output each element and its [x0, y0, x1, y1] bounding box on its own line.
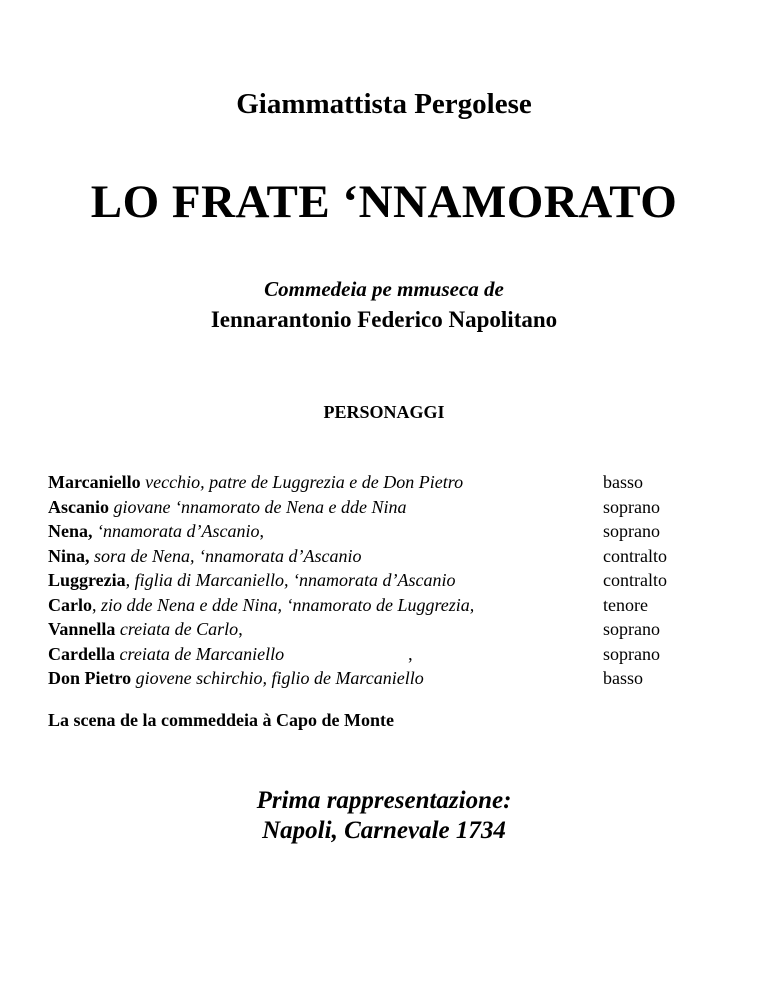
scene-setting: La scena de la commeddeia à Capo de Monte: [48, 710, 394, 730]
character-name: Ascanio: [48, 496, 110, 517]
character-trailing: , ‘nnamorata d’Ascanio: [284, 570, 456, 590]
character-description: giovene schirchio, figlio de Marcaniello: [135, 668, 424, 688]
character-trailing: ,: [408, 643, 413, 664]
character-list: [48, 470, 728, 691]
character-separator: ,: [125, 570, 135, 590]
character-description: sora de Nena, ‘nnamorata d’Ascanio: [94, 545, 362, 566]
character-voice: contralto: [603, 570, 667, 590]
character-description: creiata de Carlo: [119, 619, 239, 639]
character-row: [48, 593, 728, 618]
character-name: Carlo: [48, 594, 92, 615]
character-voice: soprano: [603, 496, 660, 517]
character-voice: contralto: [603, 545, 667, 566]
character-trailing: ,: [259, 521, 264, 541]
character-row: [48, 568, 728, 593]
character-voice: basso: [603, 668, 643, 688]
character-trailing: ,: [238, 619, 243, 639]
character-voice: soprano: [603, 521, 660, 541]
character-description: vecchio, patre de Luggrezia e de Don Pietro: [145, 472, 464, 492]
premiere-date: Napoli, Carnevale 1734: [262, 817, 506, 844]
character-row: [48, 666, 728, 691]
character-name: Nena,: [48, 521, 93, 541]
opera-title: LO FRATE ‘NNAMORATO: [90, 176, 678, 228]
character-name: Cardella: [48, 643, 115, 664]
character-voice: soprano: [603, 643, 660, 664]
character-description: creiata de Marcaniello: [119, 643, 285, 664]
character-name: Marcaniello: [48, 472, 141, 492]
character-name: Luggrezia: [48, 570, 126, 590]
character-description: ‘nnamorata d’Ascanio: [97, 521, 260, 541]
librettist-name: Iennarantonio Federico Napolitano: [210, 307, 558, 332]
premiere-label: Prima rappresentazione:: [256, 787, 512, 814]
genre-line: Commedeia pe mmuseca de: [264, 277, 504, 301]
character-name: Don Pietro: [48, 668, 132, 688]
character-description: zio dde Nena e dde Nina, ‘nnamorato de Luggrezia,: [101, 594, 475, 615]
character-description: giovane ‘nnamorato de Nena e dde Nina: [113, 496, 407, 517]
characters-heading: PERSONAGGI: [323, 402, 445, 422]
character-description: figlia di Marcaniello: [134, 570, 284, 590]
character-name: Vannella: [48, 619, 116, 639]
character-voice: tenore: [603, 594, 648, 615]
character-voice: soprano: [603, 619, 660, 639]
premiere-info: [0, 786, 768, 846]
character-separator: ,: [92, 594, 101, 615]
character-row: [48, 519, 728, 544]
character-row: [48, 617, 728, 642]
author-name: Giammattista Pergolese: [236, 88, 532, 120]
character-row: [48, 470, 728, 495]
character-name: Nina,: [48, 545, 90, 566]
character-row: [48, 495, 728, 520]
character-row: [48, 544, 728, 569]
character-voice: basso: [603, 472, 643, 492]
character-row: [48, 642, 728, 667]
